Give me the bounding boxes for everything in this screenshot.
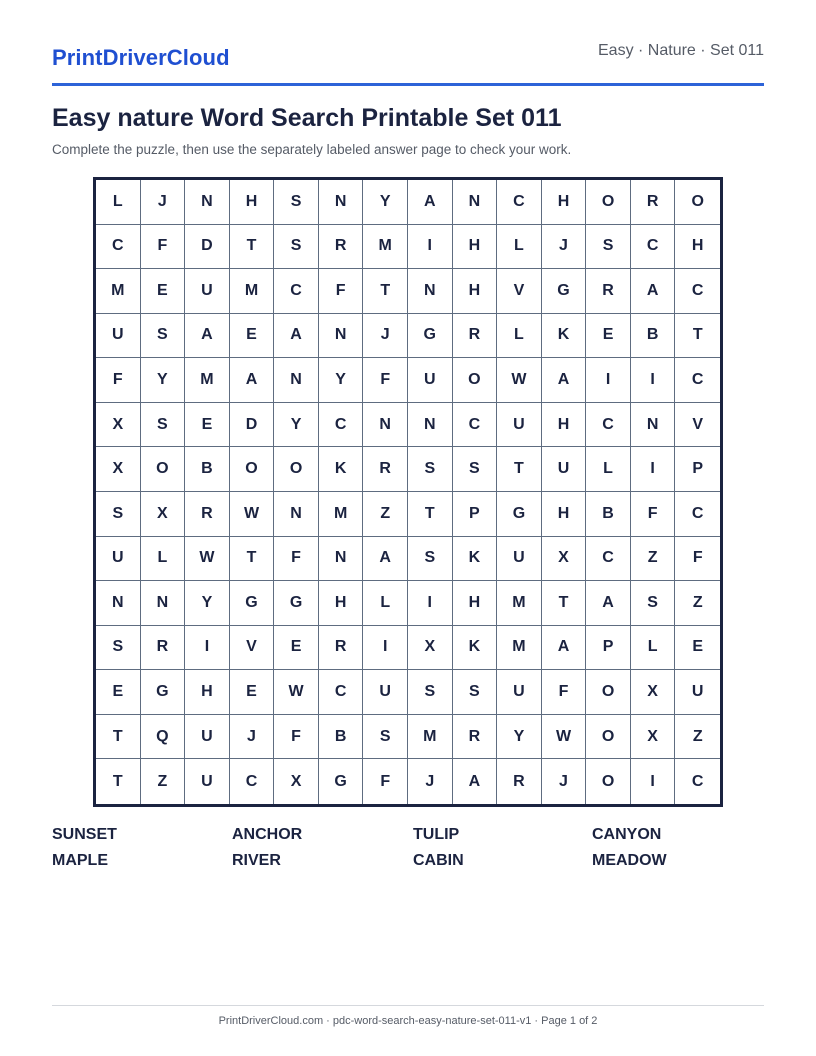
word-list-item: CABIN xyxy=(413,852,464,869)
grid-cell: O xyxy=(586,670,631,715)
grid-cell: A xyxy=(586,581,631,626)
grid-cell: I xyxy=(363,626,408,671)
grid-cell: S xyxy=(96,492,141,537)
grid-cell: E xyxy=(675,626,720,671)
grid-cell: N xyxy=(408,403,453,448)
grid-cell: O xyxy=(586,759,631,804)
grid-cell: Z xyxy=(675,715,720,760)
grid-cell: A xyxy=(274,314,319,359)
grid-cell: N xyxy=(408,269,453,314)
header-rule xyxy=(52,83,764,86)
grid-cell: S xyxy=(408,537,453,582)
grid-cell: F xyxy=(274,715,319,760)
grid-cell: R xyxy=(319,225,364,270)
grid-cell: P xyxy=(675,447,720,492)
grid-cell: C xyxy=(691,772,704,790)
grid-cell: C xyxy=(497,180,542,225)
word-list-item: CANYON xyxy=(592,826,662,843)
grid-cell: B xyxy=(631,314,676,359)
grid-cell: O xyxy=(230,447,275,492)
grid-cell: Y xyxy=(319,358,364,403)
grid-cell: K xyxy=(319,447,364,492)
grid-cell: K xyxy=(542,314,587,359)
grid-cell: I xyxy=(631,759,676,804)
grid-cell: O xyxy=(586,180,631,225)
grid-cell: L xyxy=(586,447,631,492)
grid-cell: N xyxy=(185,180,230,225)
grid-cell: F xyxy=(631,492,676,537)
grid-cell: G xyxy=(274,581,319,626)
grid-cell: G xyxy=(319,759,364,804)
grid-cell: F xyxy=(96,358,141,403)
grid-cell: I xyxy=(631,358,676,403)
grid-cell: S xyxy=(408,670,453,715)
grid-cell: U xyxy=(185,269,230,314)
grid-cell: M xyxy=(185,358,230,403)
word-search-grid xyxy=(93,177,723,807)
brand-logo: PrintDriverCloud xyxy=(52,45,230,70)
grid-cell: O xyxy=(453,358,498,403)
grid-cell: R xyxy=(453,715,498,760)
grid-cell: B xyxy=(185,447,230,492)
grid-cell: A xyxy=(542,358,587,403)
grid-cell: S xyxy=(453,670,498,715)
grid-cell: C xyxy=(96,225,141,270)
grid-cell: C xyxy=(319,670,364,715)
grid-cell: H xyxy=(542,403,587,448)
grid-cell: Z xyxy=(363,492,408,537)
grid-cell: L xyxy=(497,225,542,270)
grid-cell: T xyxy=(230,225,275,270)
grid-cell: J xyxy=(141,180,186,225)
grid-cell: T xyxy=(675,314,720,359)
grid-cell: H xyxy=(185,670,230,715)
grid-cell: W xyxy=(542,715,587,760)
grid-cell: N xyxy=(319,314,364,359)
grid-cell: L xyxy=(363,581,408,626)
grid-cell: M xyxy=(363,225,408,270)
grid-cell: J xyxy=(542,225,587,270)
grid-cell: N xyxy=(274,358,319,403)
grid-cell: G xyxy=(542,269,587,314)
grid-cell: C xyxy=(453,403,498,448)
grid-cell: U xyxy=(542,447,587,492)
grid-cell: N xyxy=(319,537,364,582)
grid-cell: H xyxy=(675,225,720,270)
grid-cell: O xyxy=(141,447,186,492)
grid-cell: O xyxy=(675,180,720,225)
grid-cell: H xyxy=(453,269,498,314)
grid-cell: E xyxy=(274,626,319,671)
grid-cell: C xyxy=(274,269,319,314)
grid-cell: X xyxy=(542,537,587,582)
grid-cell: S xyxy=(631,581,676,626)
grid-cell: I xyxy=(408,581,453,626)
grid-cell: S xyxy=(586,225,631,270)
grid-cell: S xyxy=(141,314,186,359)
grid-cell: X xyxy=(96,447,141,492)
grid-cell: N xyxy=(363,403,408,448)
grid-cell: A xyxy=(453,759,498,804)
grid-cell: O xyxy=(274,447,319,492)
grid-cell: N xyxy=(96,581,141,626)
grid-cell: A xyxy=(542,626,587,671)
grid-cell: H xyxy=(230,180,275,225)
grid-cell: T xyxy=(542,581,587,626)
grid-cell: Z xyxy=(631,537,676,582)
grid-cell: V xyxy=(497,269,542,314)
grid-cell: S xyxy=(408,447,453,492)
grid-cell: E xyxy=(96,670,141,715)
grid-cell: F xyxy=(363,358,408,403)
grid-cell: T xyxy=(408,492,453,537)
grid-cell: C xyxy=(319,403,364,448)
grid-cell: C xyxy=(675,358,720,403)
grid-cell: H xyxy=(453,581,498,626)
grid-cell: T xyxy=(497,447,542,492)
grid-cell: R xyxy=(586,269,631,314)
grid-cell: M xyxy=(497,581,542,626)
grid-cell: T xyxy=(363,269,408,314)
grid-cell: W xyxy=(230,492,275,537)
page-title: Easy nature Word Search Printable Set 011 xyxy=(52,104,562,132)
grid-cell: I xyxy=(185,626,230,671)
grid-cell: P xyxy=(453,492,498,537)
grid-cell: E xyxy=(185,403,230,448)
grid-cell: M xyxy=(408,715,453,760)
footer-rule xyxy=(52,1005,764,1006)
grid-cell: Y xyxy=(141,358,186,403)
grid-cell: N xyxy=(274,492,319,537)
grid-cell: I xyxy=(408,225,453,270)
grid-cell: A xyxy=(185,314,230,359)
grid-cell: E xyxy=(586,314,631,359)
grid-cell: L xyxy=(497,314,542,359)
grid-cell: U xyxy=(185,715,230,760)
grid-cell: S xyxy=(453,447,498,492)
grid-cell: U xyxy=(363,670,408,715)
grid-cell: W xyxy=(274,670,319,715)
grid-cell: S xyxy=(141,403,186,448)
grid-cell: S xyxy=(363,715,408,760)
grid-cell: C xyxy=(230,759,275,804)
grid-cell: V xyxy=(230,626,275,671)
grid-cell: C xyxy=(631,225,676,270)
grid-cell: N xyxy=(319,180,364,225)
grid-cell: H xyxy=(542,492,587,537)
grid-cell: C xyxy=(586,537,631,582)
grid-cell: Z xyxy=(675,581,720,626)
grid-cell: I xyxy=(586,358,631,403)
grid-cell: W xyxy=(185,537,230,582)
word-list-item: MAPLE xyxy=(52,852,108,869)
grid-cell: R xyxy=(141,626,186,671)
grid-cell: Y xyxy=(363,180,408,225)
grid-cell: A xyxy=(631,269,676,314)
grid-cell: C xyxy=(586,403,631,448)
grid-cell: E xyxy=(230,670,275,715)
grid-cell: B xyxy=(319,715,364,760)
grid-cell: T xyxy=(96,759,141,804)
grid-cell: X xyxy=(631,670,676,715)
grid-cell: M xyxy=(230,269,275,314)
grid-cell: X xyxy=(631,715,676,760)
grid-cell: R xyxy=(631,180,676,225)
grid-cell: J xyxy=(230,715,275,760)
grid-cell: E xyxy=(230,314,275,359)
grid-cell: C xyxy=(675,492,720,537)
grid-cell: R xyxy=(497,759,542,804)
grid-cell: X xyxy=(274,759,319,804)
grid-cell: M xyxy=(96,269,141,314)
grid-cell: G xyxy=(408,314,453,359)
word-list-item: RIVER xyxy=(232,852,281,869)
grid-cell: S xyxy=(274,225,319,270)
grid-cell: W xyxy=(497,358,542,403)
grid-cell: U xyxy=(96,314,141,359)
word-list-item: ANCHOR xyxy=(232,826,303,843)
grid-cell: F xyxy=(274,537,319,582)
grid-cell: O xyxy=(586,715,631,760)
grid-cell: V xyxy=(675,403,720,448)
grid-cell: M xyxy=(497,626,542,671)
page-subtitle: Complete the puzzle, then use the separately labeled answer page to check your work. xyxy=(52,142,572,157)
grid-cell: K xyxy=(453,626,498,671)
grid-cell: T xyxy=(96,715,141,760)
footer-text: PrintDriverCloud.com · pdc-word-search-easy-nature-set-011-v1 · Page 1 of 2 xyxy=(218,1015,598,1027)
grid-cell: X xyxy=(141,492,186,537)
grid-cell: J xyxy=(542,759,587,804)
grid-cell: N xyxy=(141,581,186,626)
grid-cell: Y xyxy=(274,403,319,448)
grid-cell: L xyxy=(96,180,141,225)
grid-cell: U xyxy=(497,403,542,448)
grid-cell: X xyxy=(408,626,453,671)
grid-cell: G xyxy=(230,581,275,626)
grid-cell: X xyxy=(96,403,141,448)
word-list-item: TULIP xyxy=(413,826,460,843)
grid-cell: R xyxy=(319,626,364,671)
grid-cell: J xyxy=(363,314,408,359)
grid-cell: I xyxy=(631,447,676,492)
grid-cell: D xyxy=(185,225,230,270)
grid-cell: A xyxy=(230,358,275,403)
grid-cell: U xyxy=(497,537,542,582)
grid-cell: Y xyxy=(185,581,230,626)
grid-cell: U xyxy=(185,759,230,804)
grid-cell: J xyxy=(408,759,453,804)
grid-cell: U xyxy=(408,358,453,403)
grid-cell: N xyxy=(631,403,676,448)
word-list-item: SUNSET xyxy=(52,826,117,843)
grid-cell: F xyxy=(675,537,720,582)
grid-cell: P xyxy=(586,626,631,671)
grid-cell: G xyxy=(497,492,542,537)
grid-cell: R xyxy=(453,314,498,359)
grid-cell: E xyxy=(141,269,186,314)
word-list-item: MEADOW xyxy=(592,852,667,869)
grid-cell: F xyxy=(141,225,186,270)
grid-cell: K xyxy=(453,537,498,582)
grid-cell: U xyxy=(675,670,720,715)
grid-cell: U xyxy=(497,670,542,715)
grid-cell: Q xyxy=(141,715,186,760)
grid-cell: F xyxy=(542,670,587,715)
grid-cell: N xyxy=(453,180,498,225)
grid-cell: Y xyxy=(497,715,542,760)
grid-cell: H xyxy=(542,180,587,225)
set-meta: Easy · Nature · Set 011 xyxy=(598,42,764,59)
grid-cell: F xyxy=(363,759,408,804)
grid-cell: R xyxy=(363,447,408,492)
grid-cell: D xyxy=(230,403,275,448)
word-list xyxy=(52,826,772,870)
grid-cell: A xyxy=(408,180,453,225)
grid-cell: F xyxy=(319,269,364,314)
grid-cell: G xyxy=(141,670,186,715)
grid-cell: S xyxy=(96,626,141,671)
grid-cell: C xyxy=(675,269,720,314)
grid-cell: A xyxy=(363,537,408,582)
grid-cell: R xyxy=(185,492,230,537)
grid-cell: L xyxy=(141,537,186,582)
grid-cell: L xyxy=(631,626,676,671)
grid-cell: S xyxy=(274,180,319,225)
grid-cell: B xyxy=(586,492,631,537)
grid-cell: H xyxy=(319,581,364,626)
grid-cell: M xyxy=(319,492,364,537)
grid-cell: Z xyxy=(141,759,186,804)
grid-cell: H xyxy=(453,225,498,270)
grid-cell: U xyxy=(96,537,141,582)
grid-cell: T xyxy=(230,537,275,582)
